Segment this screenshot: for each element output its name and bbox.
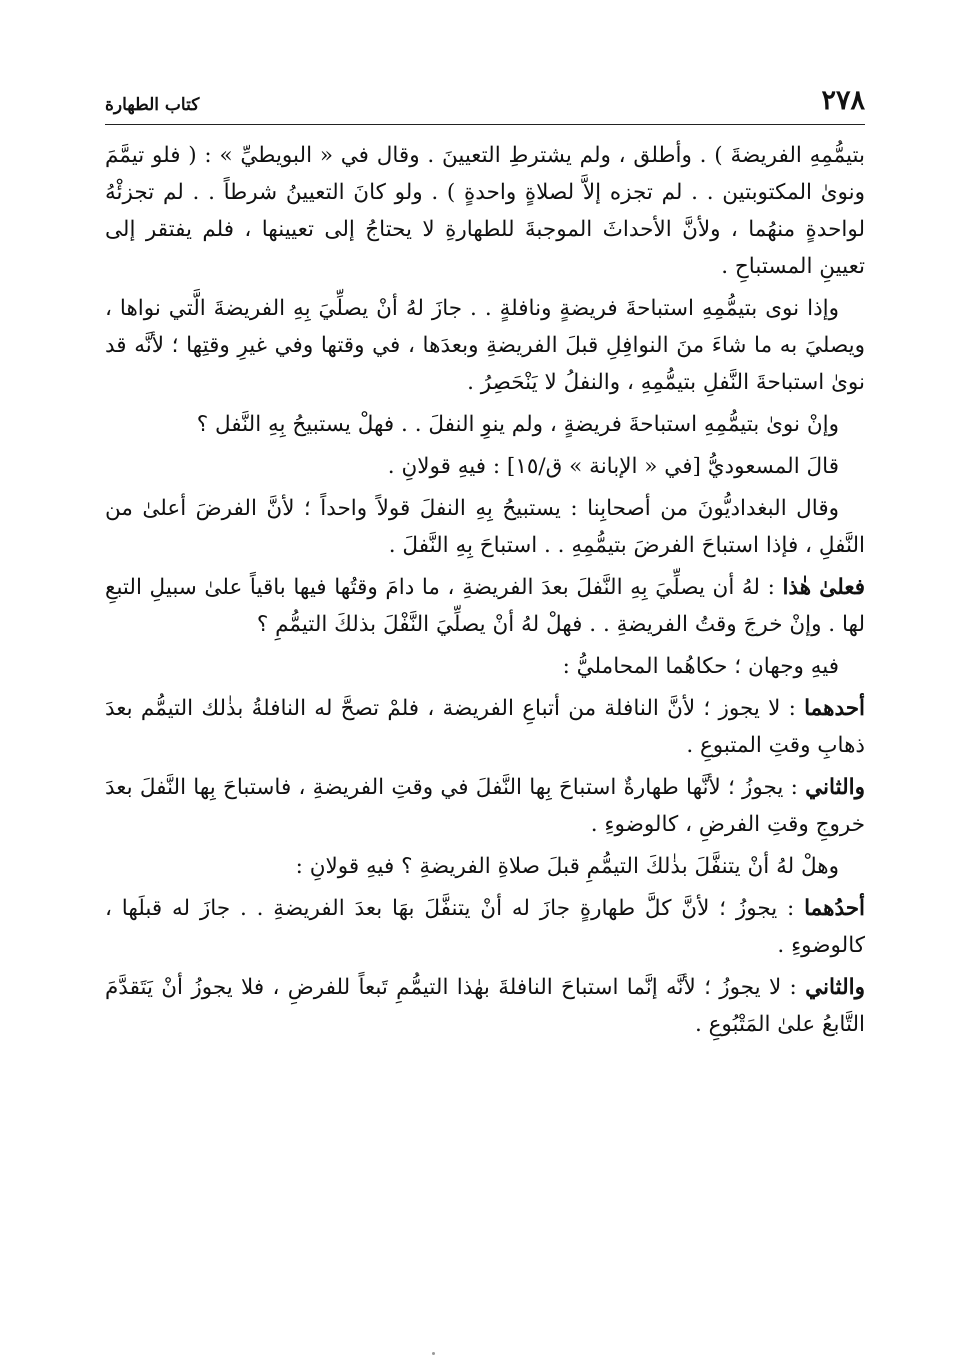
paragraph [105, 490, 865, 564]
paragraph [105, 137, 865, 285]
paragraph-lead: والثاني [805, 775, 865, 800]
paragraph-lead: والثاني [805, 975, 865, 1000]
paragraph-text: وإنْ نوىٰ بتيمُّمِهِ استباحةَ فريضةٍ ، ولم ينوِ النفلَ . . فهلْ يستبيحُ بِهِ النَّفل ؟ [196, 412, 839, 437]
paragraph [105, 648, 865, 685]
paragraph [105, 290, 865, 401]
paragraph-text: وقال البغداديُّونَ من أصحابِنا : يستبيحُ بِهِ النفلَ قولاً واحداً ؛ لأنَّ الفرضَ أعلىٰ من النَّفلِ ، فإذا استباحَ الفرضَ بتيمُّمِهِ . . استباحَ بِهِ النَّفلَ . [105, 496, 865, 558]
page-body [105, 137, 865, 1043]
book-page [105, 84, 865, 1048]
paragraph [105, 406, 865, 443]
page-number: ٢٧٨ [821, 85, 865, 116]
paragraph-text: : يجوزُ ؛ لأنَّها طهارةٌ استباحَ بِها النَّفلَ في وقتِ الفريضةِ ، فاستباحَ بِها النَّفلَ بعدَ خروجِ وقتِ الفرضِ ، كالوضوءِ . [105, 775, 865, 837]
paragraph-lead: فعلىٰ هٰذا [782, 575, 865, 600]
paragraph [105, 690, 865, 764]
paragraph [105, 769, 865, 843]
paragraph-lead: أحدهما [804, 696, 865, 721]
paragraph-text: بتيمُّمِهِ الفريضةَ ) . وأطلق ، ولم يشترطِ التعيينَ . وقال في « البويطيِّ » : ( فلو تيمَّمَ ونوىٰ المكتوبتين . . لم تجزه إلاَّ لصلاةٍ واحدةٍ ) . ولو كانَ التعيينُ شرطاً . . لم تجزئْهُ لواحدةٍ منهُما ، ولأنَّ الأحداثَ الموجبةَ للطهارةِ لا يحتاجُ إلى تعيينها ، فلم يفتقر إلى تعيينِ المستباحِ . [105, 143, 865, 279]
page-speck [432, 1352, 435, 1355]
paragraph-text: قالَ المسعوديُّ [في « الإبانة » ق/١٥] : فيهِ قولانِ . [387, 454, 839, 479]
paragraph-text: : لهُ أن يصلِّيَ بِهِ النَّفلَ بعدَ الفريضةِ ، ما دامَ وقتُها فيها باقياً علىٰ سبيلِ التبعِ لها . وإنْ خرجَ وقتُ الفريضةِ . . فهلْ لهُ أنْ يصلِّيَ النَّفْلَ بذلكَ التيمُّمِ ؟ [105, 575, 865, 637]
paragraph-text: : يجوزُ ؛ لأنَّ كلَّ طهارةٍ جازَ له أنْ يتنفَّلَ بهَا بعدَ الفريضةِ . . جازَ له قبلَها ، كالوضوءِ . [105, 896, 865, 958]
paragraph [105, 848, 865, 885]
paragraph-lead: أحدُهما [804, 896, 865, 921]
paragraph-text: فيهِ وجهان ؛ حكاهُما المحامليُّ : [562, 654, 839, 679]
running-title: كتاب الطهارة [105, 95, 200, 115]
paragraph-text: : لا يجوزُ ؛ لأنَّه إنَّما استباحَ النافلةَ بهٰذا التيمُّمِ تَبعاً للفرضِ ، فلا يجوزُ أنْ يَتَقدَّمَ التَّابعُ علىٰ المَتْبُوعِ . [105, 975, 865, 1037]
page-header [105, 84, 865, 125]
paragraph-text: وهلْ لهُ أنْ يتنفَّلَ بذٰلكَ التيمُّمِ قبلَ صلاةِ الفريضةِ ؟ فيهِ قولانِ : [295, 854, 839, 879]
paragraph [105, 969, 865, 1043]
paragraph [105, 890, 865, 964]
paragraph [105, 569, 865, 643]
paragraph-text: : لا يجوز ؛ لأنَّ النافلة من أتباعِ الفريضة ، فلمْ تصحَّ له النافلةُ بذٰلك التيمُّم بعدَ ذهابِ وقتِ المتبوعِ . [105, 696, 865, 758]
paragraph-text: وإذا نوى بتيمُّمِهِ استباحةَ فريضةٍ ونافلةٍ . . جازَ لهُ أنْ يصلِّيَ بِهِ الفريضةَ الَّتي نواها ، ويصليَ به ما شاءَ منَ النوافِلِ قبلَ الفريضةِ وبعدَها ، في وقتها وفي غيرِ وقتِها ؛ لأنَّه قد نوىٰ استباحةَ النَّفلِ بتيمُّمِهِ ، والنفلُ لا يَنْحَصِرُ . [105, 296, 865, 395]
paragraph [105, 448, 865, 485]
